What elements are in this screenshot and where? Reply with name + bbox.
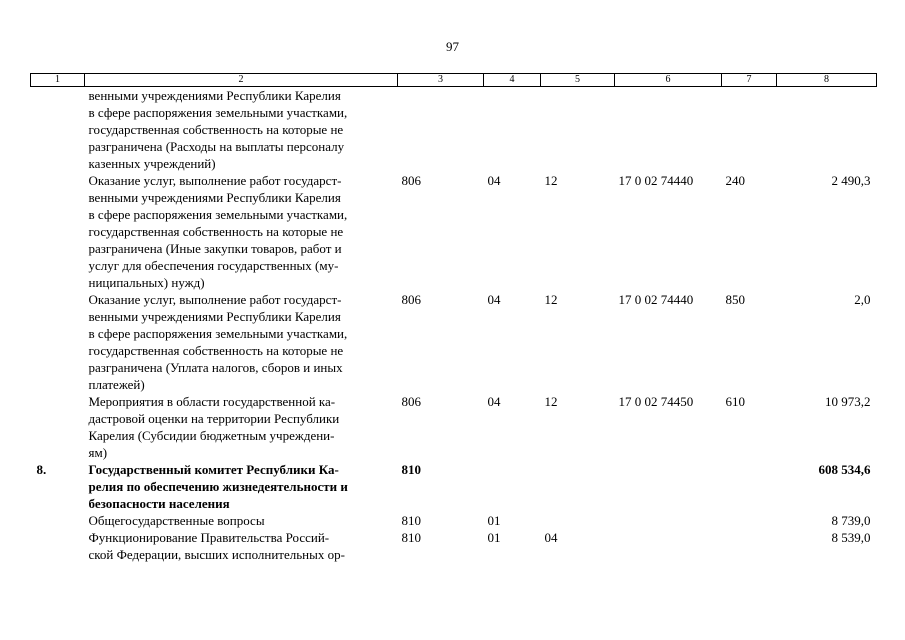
expense-type-code bbox=[722, 461, 777, 512]
column-header: 6 bbox=[615, 74, 722, 87]
table-row bbox=[31, 461, 877, 512]
table-row bbox=[31, 172, 877, 291]
expense-name-line: Мероприятия в области государственной ка- bbox=[88, 394, 336, 409]
table-row bbox=[31, 393, 877, 461]
amount: 10 973,2 bbox=[825, 394, 871, 409]
row-number bbox=[31, 512, 85, 529]
expense-name-line: услуг для обеспечения государственных (му- bbox=[88, 258, 339, 273]
page-number: 97 bbox=[446, 39, 459, 54]
ministry-code: 810 bbox=[401, 462, 421, 477]
ministry-code bbox=[398, 87, 484, 173]
subsection-code bbox=[541, 87, 615, 173]
expense-type-code bbox=[722, 512, 777, 529]
ministry-code: 810 bbox=[401, 513, 421, 528]
table-row bbox=[31, 87, 877, 173]
expense-name-line: венными учреждениями Республики Карелия bbox=[88, 88, 341, 103]
expense-name bbox=[85, 461, 398, 512]
subsection-code: 12 bbox=[544, 173, 558, 188]
table-header-row bbox=[31, 74, 877, 87]
expense-type-code: 610 bbox=[725, 394, 745, 409]
row-number bbox=[31, 87, 85, 173]
column-header: 1 bbox=[31, 74, 85, 87]
expense-name-line: Государственный комитет Республики Ка- bbox=[88, 462, 339, 477]
target-article-code bbox=[615, 461, 722, 512]
expense-name-line: в сфере распоряжения земельными участками, bbox=[88, 105, 348, 120]
expense-name-line: разграничена (Расходы на выплаты персоналу bbox=[88, 139, 345, 154]
expense-name-line: в сфере распоряжения земельными участками, bbox=[88, 326, 348, 341]
subsection-code: 12 bbox=[544, 394, 558, 409]
expense-name-line: ям) bbox=[88, 445, 108, 460]
ministry-code: 806 bbox=[401, 292, 421, 307]
expense-name-line: Карелия (Субсидии бюджетным учреждени- bbox=[88, 428, 335, 443]
row-number bbox=[31, 172, 85, 291]
expense-name-line: Оказание услуг, выполнение работ государст- bbox=[88, 173, 342, 188]
expense-name-line: венными учреждениями Республики Карелия bbox=[88, 190, 341, 205]
row-number bbox=[31, 291, 85, 393]
section-code: 01 bbox=[487, 530, 501, 545]
table-row bbox=[31, 512, 877, 529]
amount: 8 539,0 bbox=[831, 530, 871, 545]
budget-table bbox=[30, 73, 877, 563]
target-article-code: 17 0 02 74440 bbox=[618, 292, 694, 307]
expense-name bbox=[85, 172, 398, 291]
expense-name bbox=[85, 529, 398, 563]
expense-name-line: дастровой оценки на территории Республики bbox=[88, 411, 340, 426]
expense-name-line: платежей) bbox=[88, 377, 145, 392]
expense-name-line: ниципальных) нужд) bbox=[88, 275, 205, 290]
subsection-code: 12 bbox=[544, 292, 558, 307]
section-code bbox=[484, 461, 541, 512]
table-row bbox=[31, 291, 877, 393]
amount: 2 490,3 bbox=[831, 173, 871, 188]
expense-name-line: государственная собственность на которые не bbox=[88, 343, 344, 358]
expense-name-line: казенных учреждений) bbox=[88, 156, 216, 171]
amount: 608 534,6 bbox=[818, 462, 871, 477]
expense-type-code: 240 bbox=[725, 173, 745, 188]
column-header: 3 bbox=[398, 74, 484, 87]
section-code: 04 bbox=[487, 173, 501, 188]
expense-name-line: релия по обеспечению жизнедеятельности и bbox=[88, 479, 348, 494]
ministry-code: 810 bbox=[401, 530, 421, 545]
column-header: 5 bbox=[541, 74, 615, 87]
expense-name-line: безопасности населения bbox=[88, 496, 230, 511]
row-number bbox=[31, 529, 85, 563]
target-article-code bbox=[615, 87, 722, 173]
row-number bbox=[31, 393, 85, 461]
expense-type-code: 850 bbox=[725, 292, 745, 307]
ministry-code: 806 bbox=[401, 173, 421, 188]
expense-name-line: в сфере распоряжения земельными участками, bbox=[88, 207, 348, 222]
row-number: 8. bbox=[36, 462, 47, 477]
expense-name bbox=[85, 512, 398, 529]
subsection-code bbox=[541, 512, 615, 529]
subsection-code: 04 bbox=[544, 530, 558, 545]
expense-name-line: разграничена (Уплата налогов, сборов и иных bbox=[88, 360, 343, 375]
expense-name bbox=[85, 291, 398, 393]
expense-name-line: венными учреждениями Республики Карелия bbox=[88, 309, 341, 324]
expense-name-line: Функционирование Правительства Россий- bbox=[88, 530, 330, 545]
target-article-code: 17 0 02 74450 bbox=[618, 394, 694, 409]
section-code: 01 bbox=[487, 513, 501, 528]
expense-name-line: государственная собственность на которые не bbox=[88, 224, 344, 239]
subsection-code bbox=[541, 461, 615, 512]
column-header: 8 bbox=[777, 74, 877, 87]
column-header: 7 bbox=[722, 74, 777, 87]
expense-name bbox=[85, 87, 398, 173]
column-header: 4 bbox=[484, 74, 541, 87]
expense-name-line: Общегосударственные вопросы bbox=[88, 513, 265, 528]
expense-type-code bbox=[722, 87, 777, 173]
column-header: 2 bbox=[85, 74, 398, 87]
ministry-code: 806 bbox=[401, 394, 421, 409]
amount: 2,0 bbox=[854, 292, 871, 307]
target-article-code bbox=[615, 529, 722, 563]
expense-type-code bbox=[722, 529, 777, 563]
table-body bbox=[31, 87, 877, 564]
target-article-code: 17 0 02 74440 bbox=[618, 173, 694, 188]
expense-name-line: государственная собственность на которые не bbox=[88, 122, 344, 137]
section-code: 04 bbox=[487, 394, 501, 409]
amount: 8 739,0 bbox=[831, 513, 871, 528]
section-code: 04 bbox=[487, 292, 501, 307]
expense-name-line: разграничена (Иные закупки товаров, работ и bbox=[88, 241, 342, 256]
table-row bbox=[31, 529, 877, 563]
expense-name-line: ской Федерации, высших исполнительных ор- bbox=[88, 547, 345, 562]
expense-name-line: Оказание услуг, выполнение работ государст- bbox=[88, 292, 342, 307]
amount bbox=[777, 87, 877, 173]
section-code bbox=[484, 87, 541, 173]
target-article-code bbox=[615, 512, 722, 529]
expense-name bbox=[85, 393, 398, 461]
